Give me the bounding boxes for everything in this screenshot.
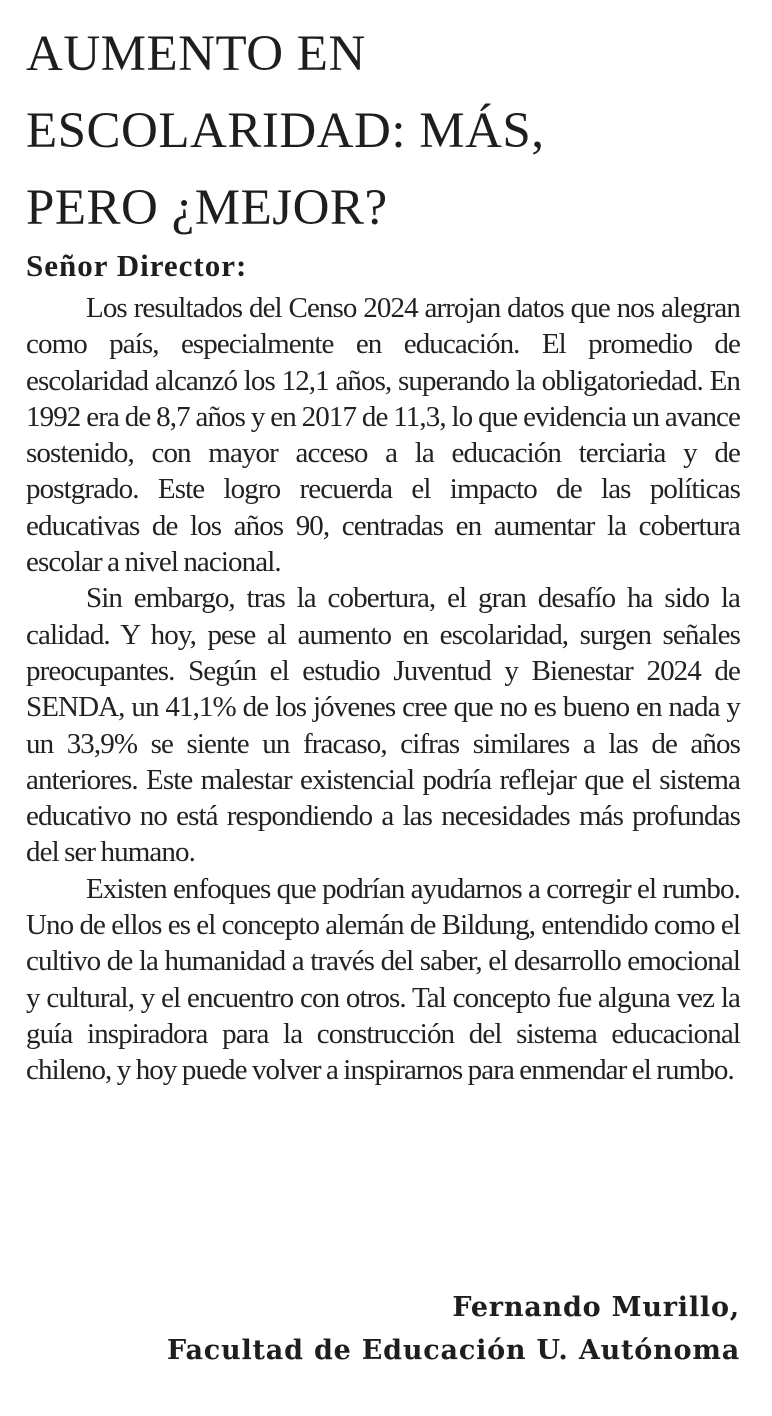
body-paragraph-2: Sin embargo, tras la cobertura, el gran desafío ha sido la calidad. Y hoy, pese al aumento en escolaridad, surgen señales preocupantes. Según el estudio Juventud y Bienestar 2024 de SENDA, un 41,1% de los jóvenes cree que no es bueno en nada y un 33,9% se siente un fracaso, cifras similares a las de años anteriores. Este malestar existencial podría reflejar que el sistema educativo no está respondiendo a las necesidades más profundas del ser humano. xyxy=(26,582,740,869)
signature-block xyxy=(167,1286,740,1372)
body-paragraph-1: Los resultados del Censo 2024 arrojan datos que nos alegran como país, especialmente en educación. El promedio de escolaridad alcanzó los 12,1 años, superando la obligatoriedad. En 1992 era de 8,7 años y en 2017 de 11,3, lo que evidencia un avance sostenido, con mayor acceso a la educación terciaria y de postgrado. Este logro recuerda el impacto de las políticas educativas de los años 90, centradas en aumentar la cobertura escolar a nivel nacional. xyxy=(26,292,740,579)
headline-line-2: ESCOLARIDAD: MÁS, xyxy=(26,103,545,159)
signature-name: Fernando Murillo, xyxy=(452,1292,740,1323)
salutation: Señor Director: xyxy=(26,248,248,283)
signature-affiliation: Facultad de Educación U. Autónoma xyxy=(166,1335,740,1366)
letter-body xyxy=(26,290,740,1089)
headline-line-1: AUMENTO EN xyxy=(26,26,366,82)
headline-line-3: PERO ¿MEJOR? xyxy=(26,180,388,236)
body-paragraph-3: Existen enfoques que podrían ayudarnos a corregir el rumbo. Uno de ellos es el concepto alemán de Bildung, entendido como el cultivo de la humanidad a través del saber, el desarrollo emocional y cultural, y el encuentro con otros. Tal concepto fue alguna vez la guía inspiradora para la construcción del sistema educacional chileno, y hoy puede volver a inspirarnos para enmendar el rumbo. xyxy=(26,872,740,1087)
headline xyxy=(26,16,756,247)
